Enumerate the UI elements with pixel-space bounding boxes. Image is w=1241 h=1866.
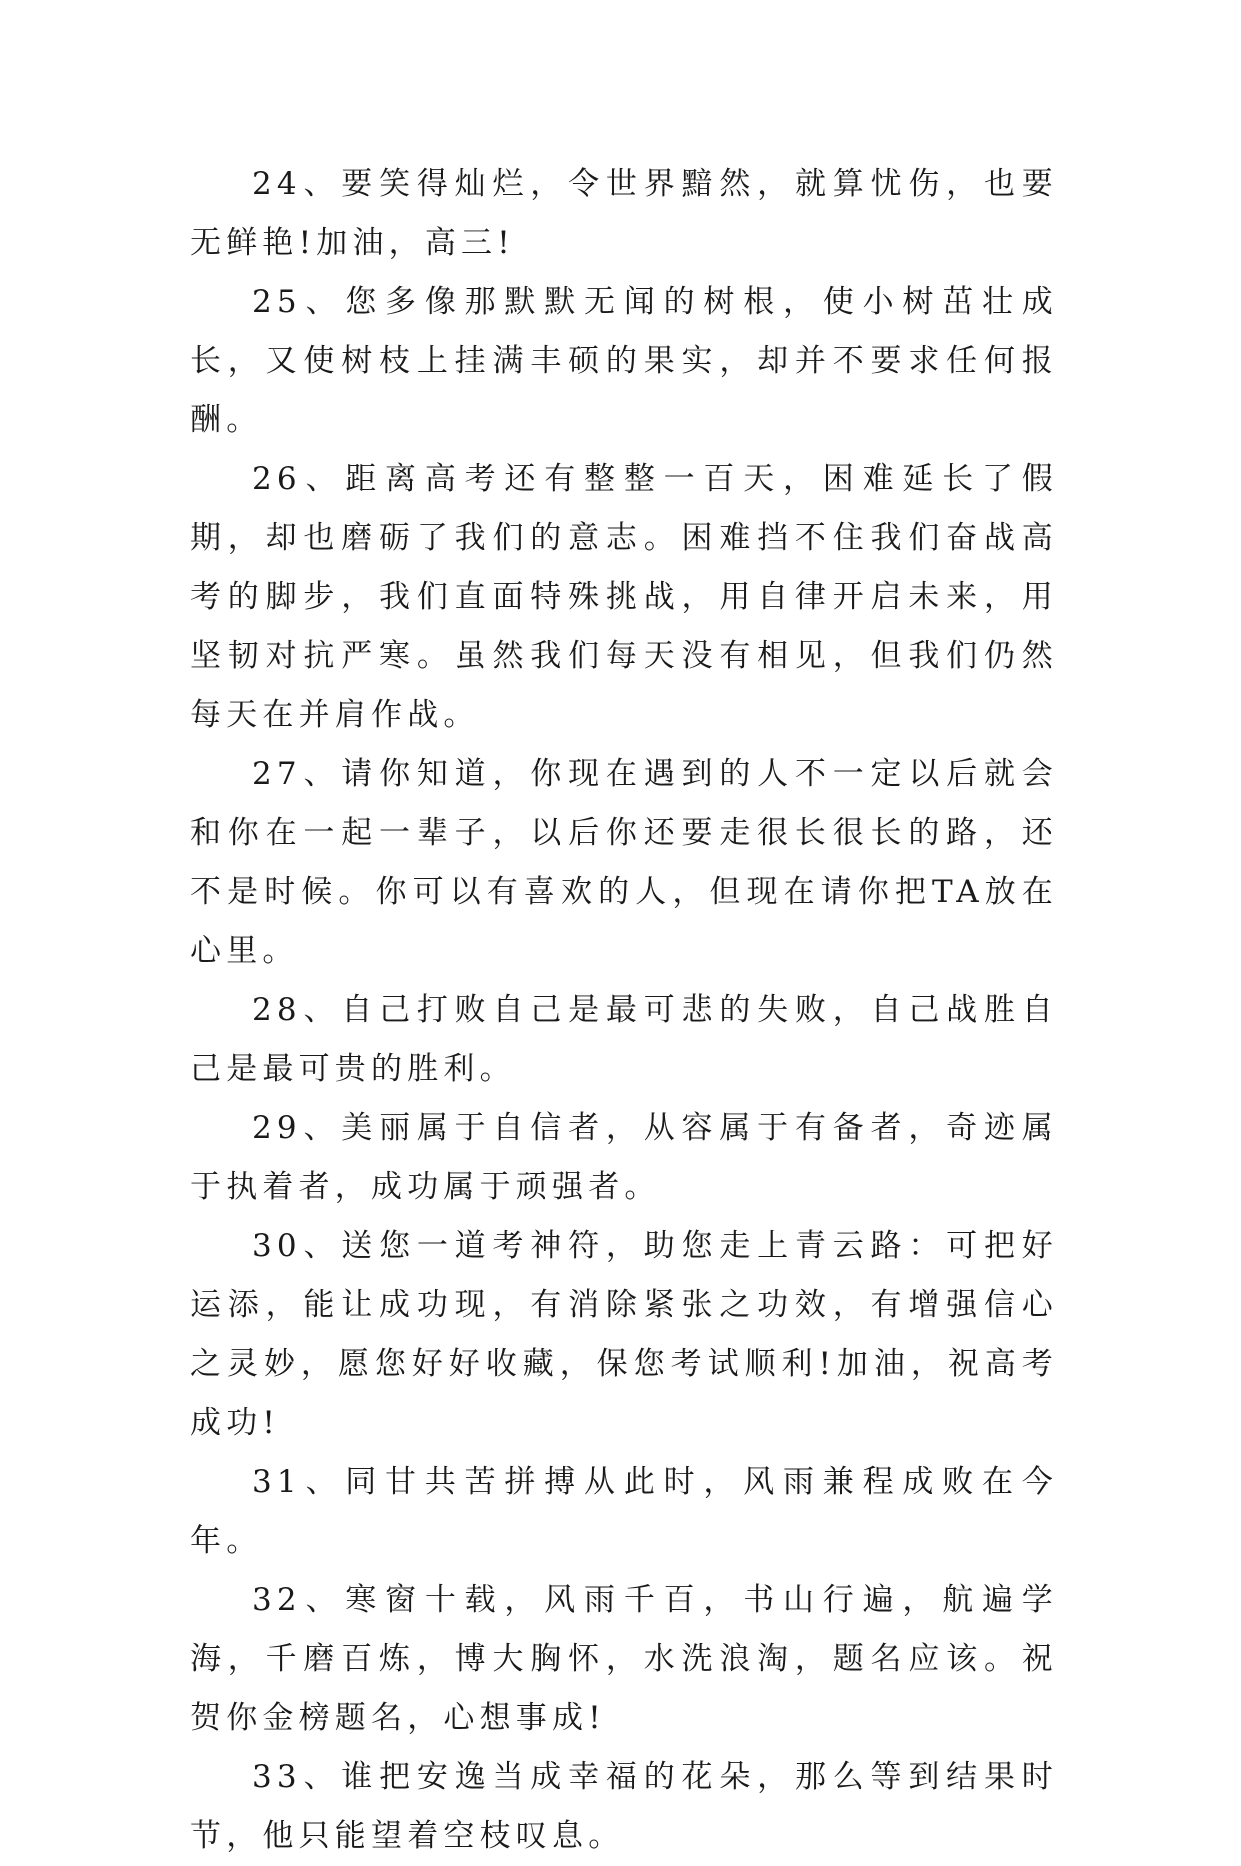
list-item: 28、自己打败自己是最可悲的失败，自己战胜自己是最可贵的胜利。 [190,992,1058,1087]
list-item: 32、寒窗十载，风雨千百，书山行遍，航遍学海，千磨百炼，博大胸怀，水洗浪淘，题名应该。祝贺你金榜题名，心想事成! [190,1582,1058,1736]
list-item: 25、您多像那默默无闻的树根，使小树茁壮成长，又使树枝上挂满丰硕的果实，却并不要求任何报酬。 [190,284,1058,438]
list-item: 24、要笑得灿烂，令世界黯然，就算忧伤，也要无鲜艳!加油，高三! [190,166,1058,261]
list-item: 26、距离高考还有整整一百天，困难延长了假期，却也磨砺了我们的意志。困难挡不住我们奋战高考的脚步，我们直面特殊挑战，用自律开启未来，用坚韧对抗严寒。虽然我们每天没有相见，但我们仍然每天在并肩作战。 [190,461,1058,733]
list-item: 33、谁把安逸当成幸福的花朵，那么等到结果时节，他只能望着空枝叹息。 [190,1759,1058,1854]
list-item: 31、同甘共苦拼搏从此时，风雨兼程成败在今年。 [190,1464,1058,1559]
list-item: 29、美丽属于自信者，从容属于有备者，奇迹属于执着者，成功属于顽强者。 [190,1110,1058,1205]
entry-list [190,155,1058,1866]
list-item: 30、送您一道考神符，助您走上青云路：可把好运添，能让成功现，有消除紧张之功效，有增强信心之灵妙，愿您好好收藏，保您考试顺利!加油，祝高考成功! [190,1228,1058,1441]
list-item: 27、请你知道，你现在遇到的人不一定以后就会和你在一起一辈子，以后你还要走很长很长的路，还不是时候。你可以有喜欢的人，但现在请你把TA放在心里。 [190,756,1058,969]
